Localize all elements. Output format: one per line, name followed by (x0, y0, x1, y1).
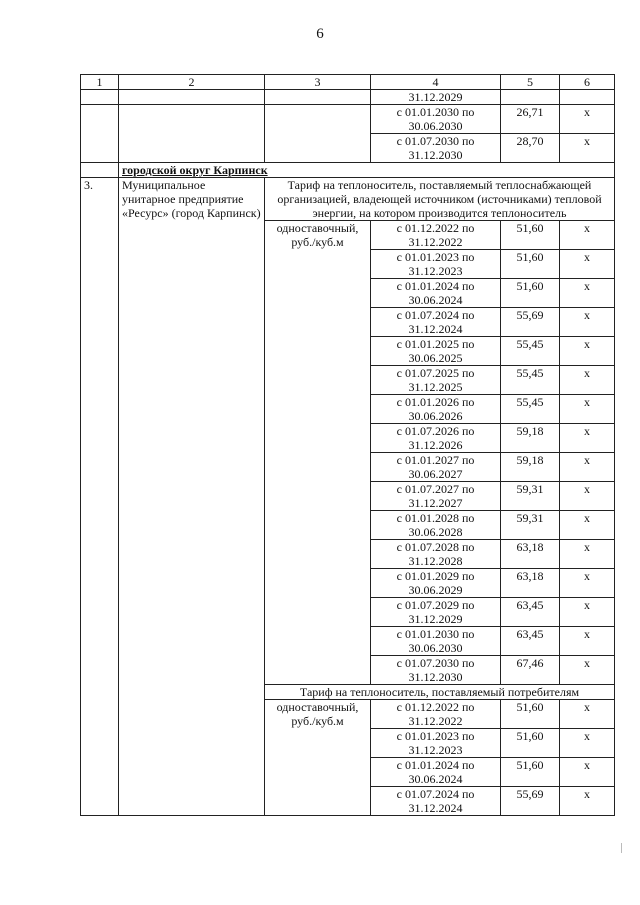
mark-cell: х (560, 105, 615, 134)
period-cell: с 01.01.2029 по 30.06.2029 (371, 569, 501, 598)
municipality-row (81, 163, 615, 178)
column-header: 5 (501, 75, 560, 90)
period-cell: с 01.07.2025 по 31.12.2025 (371, 366, 501, 395)
mark-cell: х (560, 758, 615, 787)
value-cell: 51,60 (501, 221, 560, 250)
value-cell: 59,31 (501, 511, 560, 540)
municipality-cell (119, 163, 615, 178)
header-row (81, 75, 615, 90)
mark-cell: х (560, 598, 615, 627)
mark-cell: х (560, 656, 615, 685)
mark-cell: х (560, 700, 615, 729)
period-cell: с 01.01.2027 по 30.06.2027 (371, 453, 501, 482)
mark-cell: х (560, 482, 615, 511)
mark-cell: х (560, 337, 615, 366)
period-cell: 31.12.2029 (371, 90, 501, 105)
column-header: 6 (560, 75, 615, 90)
mark-cell: х (560, 424, 615, 453)
tariff-type-cell (265, 105, 371, 134)
mark-cell: х (560, 221, 615, 250)
mark-cell: х (560, 134, 615, 163)
value-cell: 63,45 (501, 598, 560, 627)
value-cell: 55,69 (501, 308, 560, 337)
column-header: 4 (371, 75, 501, 90)
table-row (81, 90, 615, 105)
tariff-type-cell (265, 90, 371, 105)
tariff-type-cell: одноставочный, руб./куб.м (265, 221, 371, 685)
value-cell: 51,60 (501, 250, 560, 279)
entry-number: 3. (81, 178, 119, 816)
mark-cell: х (560, 250, 615, 279)
value-cell: 63,45 (501, 627, 560, 656)
value-cell: 55,45 (501, 337, 560, 366)
organization-cell (119, 90, 265, 105)
period-cell: с 01.01.2030 по 30.06.2030 (371, 627, 501, 656)
column-header: 1 (81, 75, 119, 90)
mark-cell: х (560, 569, 615, 598)
number-cell (81, 90, 119, 105)
organization-cell (119, 105, 265, 134)
table-row (81, 105, 615, 134)
period-cell: с 01.07.2026 по 31.12.2026 (371, 424, 501, 453)
tariff-type-cell: одноставочный, руб./куб.м (265, 700, 371, 816)
scan-artifact (621, 843, 622, 853)
mark-cell: х (560, 511, 615, 540)
number-cell (81, 163, 119, 178)
period-cell: с 01.01.2023 по 31.12.2023 (371, 250, 501, 279)
value-cell: 63,18 (501, 569, 560, 598)
value-cell: 55,69 (501, 787, 560, 816)
period-cell: с 01.12.2022 по 31.12.2022 (371, 221, 501, 250)
period-cell: с 01.07.2024 по 31.12.2024 (371, 308, 501, 337)
period-cell: с 01.07.2030 по 31.12.2030 (371, 656, 501, 685)
value-cell: 26,71 (501, 105, 560, 134)
period-cell: с 01.07.2029 по 31.12.2029 (371, 598, 501, 627)
value-cell: 63,18 (501, 540, 560, 569)
page-number: 6 (316, 26, 324, 42)
value-cell: 59,18 (501, 453, 560, 482)
value-cell: 51,60 (501, 758, 560, 787)
mark-cell: х (560, 540, 615, 569)
period-cell: с 01.01.2028 по 30.06.2028 (371, 511, 501, 540)
value-cell: 51,60 (501, 729, 560, 758)
value-cell: 59,18 (501, 424, 560, 453)
period-cell: с 01.01.2024 по 30.06.2024 (371, 758, 501, 787)
period-cell: с 01.01.2025 по 30.06.2025 (371, 337, 501, 366)
number-cell (81, 134, 119, 163)
value-cell: 67,46 (501, 656, 560, 685)
period-cell: с 01.07.2024 по 31.12.2024 (371, 787, 501, 816)
mark-cell: х (560, 787, 615, 816)
period-cell: с 01.01.2024 по 30.06.2024 (371, 279, 501, 308)
mark-cell: х (560, 308, 615, 337)
period-cell: с 01.01.2026 по 30.06.2026 (371, 395, 501, 424)
section-title: Тариф на теплоноситель, поставляемый потребителям (265, 685, 615, 700)
mark-cell (560, 90, 615, 105)
value-cell: 59,31 (501, 482, 560, 511)
period-cell: с 01.07.2027 по 31.12.2027 (371, 482, 501, 511)
organization-cell (119, 134, 265, 163)
value-cell: 51,60 (501, 700, 560, 729)
tariff-table (80, 74, 615, 816)
period-cell: с 01.01.2030 по 30.06.2030 (371, 105, 501, 134)
mark-cell: х (560, 729, 615, 758)
column-header: 3 (265, 75, 371, 90)
column-header: 2 (119, 75, 265, 90)
mark-cell: х (560, 395, 615, 424)
mark-cell: х (560, 279, 615, 308)
section-title: Тариф на теплоноситель, поставляемый теплоснабжающей организацией, владеющей источником (источниками) тепловой энергии, на котором производится теплоноситель (265, 178, 615, 221)
value-cell: 55,45 (501, 366, 560, 395)
period-cell: с 01.07.2030 по 31.12.2030 (371, 134, 501, 163)
section-title-row (81, 178, 615, 221)
organization-name: Муниципальное унитарное предприятие «Ресурс» (город Карпинск) (119, 178, 265, 816)
value-cell (501, 90, 560, 105)
mark-cell: х (560, 627, 615, 656)
table-row (81, 134, 615, 163)
value-cell: 51,60 (501, 279, 560, 308)
period-cell: с 01.07.2028 по 31.12.2028 (371, 540, 501, 569)
number-cell (81, 105, 119, 134)
tariff-type-cell (265, 134, 371, 163)
mark-cell: х (560, 453, 615, 482)
period-cell: с 01.12.2022 по 31.12.2022 (371, 700, 501, 729)
municipality-name: городской округ Карпинск (122, 163, 268, 177)
period-cell: с 01.01.2023 по 31.12.2023 (371, 729, 501, 758)
value-cell: 28,70 (501, 134, 560, 163)
mark-cell: х (560, 366, 615, 395)
value-cell: 55,45 (501, 395, 560, 424)
